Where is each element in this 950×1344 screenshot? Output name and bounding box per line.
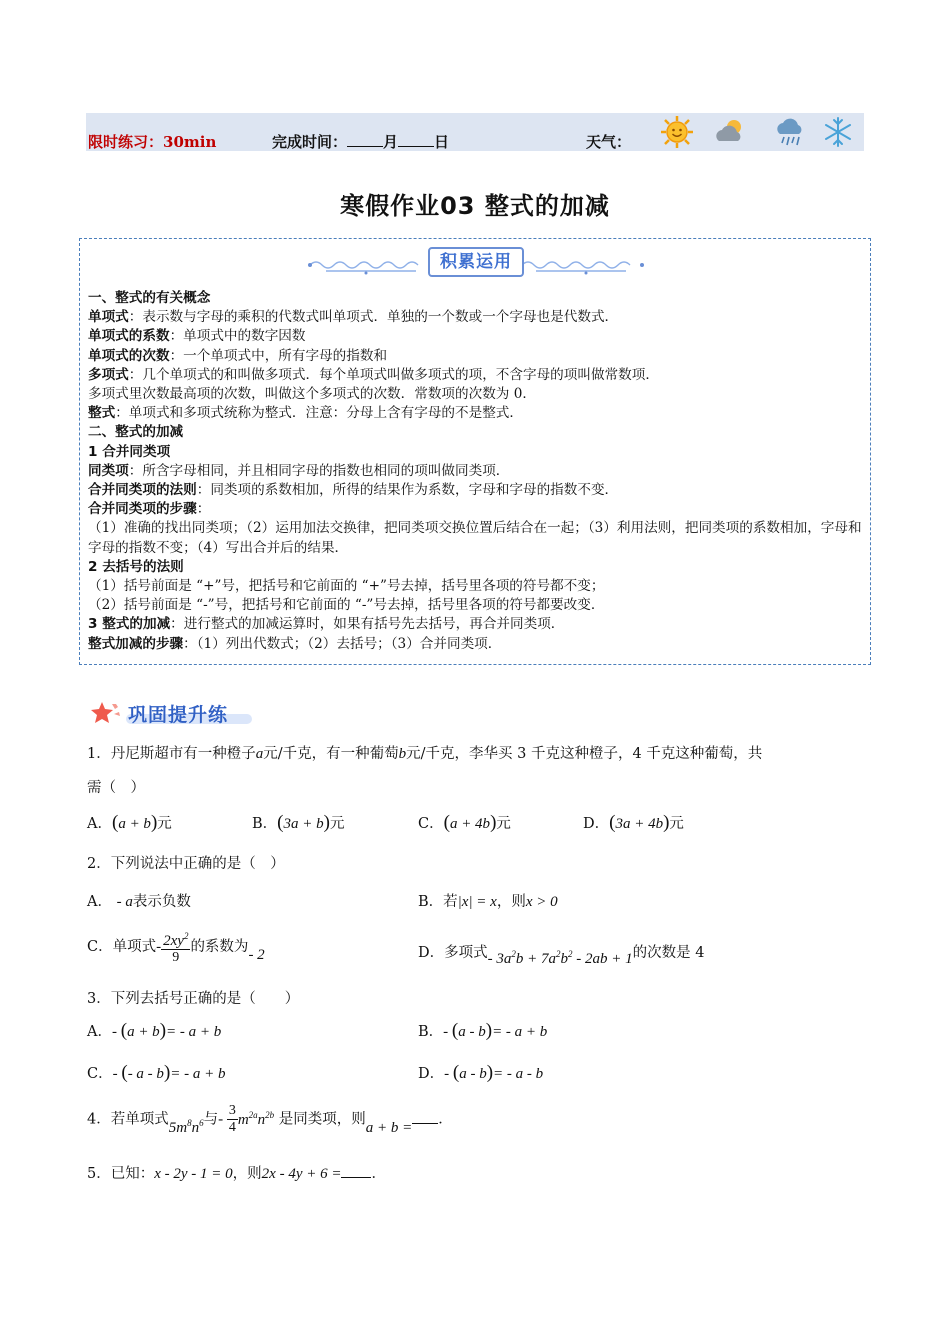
question-2-stem: 2．下列说法中正确的是（ ） xyxy=(87,856,285,872)
fraction: $\frac{3}{4}$ xyxy=(228,1103,236,1135)
question-4: 4．若单项式$5m^8n^6$与- $\frac{3}{4}$ $m^{2a}n^{2b}$ 是同类项，则a + b = ． xyxy=(87,1103,453,1136)
summary-term: 合并同类项的步骤 xyxy=(88,501,197,518)
summary-term: 二、整式的加减 xyxy=(88,424,184,441)
summary-text: ：单项式和多项式统称为整式．注意：分母上含有字母的不是整式． xyxy=(115,405,523,422)
summary-text: ：（1）列出代数式；（2）去括号；（3）合并同类项． xyxy=(183,635,502,652)
summary-text: （1）括号前面是 “+”号，把括号和它前面的 “+”号去掉，括号里各项的符号都不变； xyxy=(88,578,605,595)
q3-option-c[interactable]: C．- (- a - b)= - a + b xyxy=(87,1062,226,1083)
q2-option-a[interactable]: A． - a表示负数 xyxy=(87,894,191,910)
summary-line xyxy=(88,308,864,327)
summary-term: 整式 xyxy=(88,405,116,422)
summary-line xyxy=(88,327,864,346)
question-3-stem: 3．下列去括号正确的是（ ） xyxy=(87,991,300,1007)
summary-term: 一、整式的有关概念 xyxy=(88,290,211,306)
rain-icon xyxy=(774,115,808,149)
summary-line xyxy=(88,423,864,442)
banner-label: 积累运用 xyxy=(428,247,524,277)
summary-line xyxy=(88,462,864,481)
summary-text: ：进行整式的加减运算时，如果有括号先去括号，再合并同类项． xyxy=(170,616,565,633)
q2-option-d[interactable]: D．多项式- $3a^2b + 7a^2b^2 - 2ab + 1$的次数是 4 xyxy=(418,945,705,967)
question-1-line-2: 需（ ） xyxy=(87,780,145,796)
summary-text: （1）准确的找出同类项；（2）运用加法交换律，把同类项交换位置后结合在一起；（3）利用法则，把同类项的系数相加，字母和字母的指数不变；（4）写出合并后的结果． xyxy=(88,520,862,556)
q3-option-b[interactable]: B．- (a - b)= - a + b xyxy=(418,1020,548,1041)
summary-content xyxy=(88,289,864,654)
q1-option-a[interactable]: A．(a + b)元 xyxy=(87,812,172,833)
summary-text: ：表示数与字母的乘积的代数式叫单项式．单独的一个数或一个字母也是代数式． xyxy=(128,309,619,326)
q3-option-d[interactable]: D．- (a - b)= - a - b xyxy=(418,1062,544,1083)
summary-line xyxy=(88,443,864,462)
q1-option-d[interactable]: D．(3a + 4b)元 xyxy=(583,812,684,833)
summary-line xyxy=(88,558,864,577)
question-5: 5．已知：x - 2y - 1 = 0，则2x - 4y + 6 = ． xyxy=(87,1166,386,1182)
summary-line xyxy=(88,635,864,654)
star-icon xyxy=(90,700,122,726)
summary-line xyxy=(88,385,864,404)
summary-term: 2 去括号的法则 xyxy=(88,558,184,575)
summary-term: 合并同类项的法则 xyxy=(88,482,197,499)
sunny-icon xyxy=(660,115,694,149)
summary-text: ： xyxy=(196,501,211,518)
summary-term: 整式加减的步骤 xyxy=(88,635,184,652)
q2-option-b[interactable]: B．若|x| = x，则x > 0 xyxy=(418,894,558,910)
summary-term: 单项式的次数 xyxy=(88,347,170,364)
q2-option-c[interactable]: C．单项式- $\frac{2xy^2}{9}$ 的系数为- 2 xyxy=(87,928,265,966)
summary-line xyxy=(88,519,864,557)
summary-text: 多项式里次数最高项的次数，叫做这个多项式的次数．常数项的次数为 0． xyxy=(88,386,536,403)
summary-line xyxy=(88,366,864,385)
summary-term: 多项式 xyxy=(88,366,129,383)
summary-text: （2）括号前面是 “-”号，把括号和它前面的 “-”号去掉，括号里各项的符号都要改变． xyxy=(88,597,605,614)
summary-line xyxy=(88,615,864,634)
summary-line xyxy=(88,289,864,308)
summary-text: ：一个单项式中，所有字母的指数和 xyxy=(169,347,388,364)
summary-term: 1 合并同类项 xyxy=(88,443,171,460)
summary-line xyxy=(88,481,864,500)
summary-line xyxy=(88,500,864,519)
q3-option-a[interactable]: A．- (a + b)= - a + b xyxy=(87,1020,222,1041)
weather-label: 天气： xyxy=(586,133,632,151)
header-bar xyxy=(86,113,864,151)
q1-option-b[interactable]: B．(3a + b)元 xyxy=(252,812,345,833)
summary-text: ：几个单项式的和叫做多项式．每个单项式叫做多项式的项，不含字母的项叫做常数项． xyxy=(128,366,659,383)
summary-line xyxy=(88,404,864,423)
summary-term: 同类项 xyxy=(88,462,129,479)
summary-line xyxy=(88,347,864,366)
summary-text: ：同类项的系数相加，所得的结果作为系数，字母和字母的指数不变． xyxy=(196,482,619,499)
summary-line xyxy=(88,577,864,596)
summary-term: 3 整式的加减 xyxy=(88,616,171,633)
completion-time: 完成时间： 月 日 xyxy=(272,133,450,151)
section-title: 巩固提升练 xyxy=(128,704,229,726)
summary-line xyxy=(88,596,864,615)
snowflake-icon xyxy=(821,115,855,149)
summary-term: 单项式的系数 xyxy=(88,328,170,345)
page-title: 寒假作业03 整式的加减 xyxy=(340,192,610,220)
summary-text: ：所含字母相同，并且相同字母的指数也相同的项叫做同类项． xyxy=(128,462,510,479)
time-limit: 限时练习：30min xyxy=(88,133,217,151)
q1-option-c[interactable]: C．(a + 4b)元 xyxy=(418,812,511,833)
fraction: $\frac{2xy^2}{9}$ xyxy=(161,928,190,966)
summary-box xyxy=(79,238,871,665)
partly-cloudy-icon xyxy=(713,115,747,149)
question-1-line-1: 1．丹尼斯超市有一种橙子a元/千克，有一种葡萄b元/千克，李华买 3 千克这种橙子，4 千克这种葡萄，共 xyxy=(87,746,763,762)
summary-text: ：单项式中的数字因数 xyxy=(169,328,306,345)
summary-term: 单项式 xyxy=(88,309,129,326)
